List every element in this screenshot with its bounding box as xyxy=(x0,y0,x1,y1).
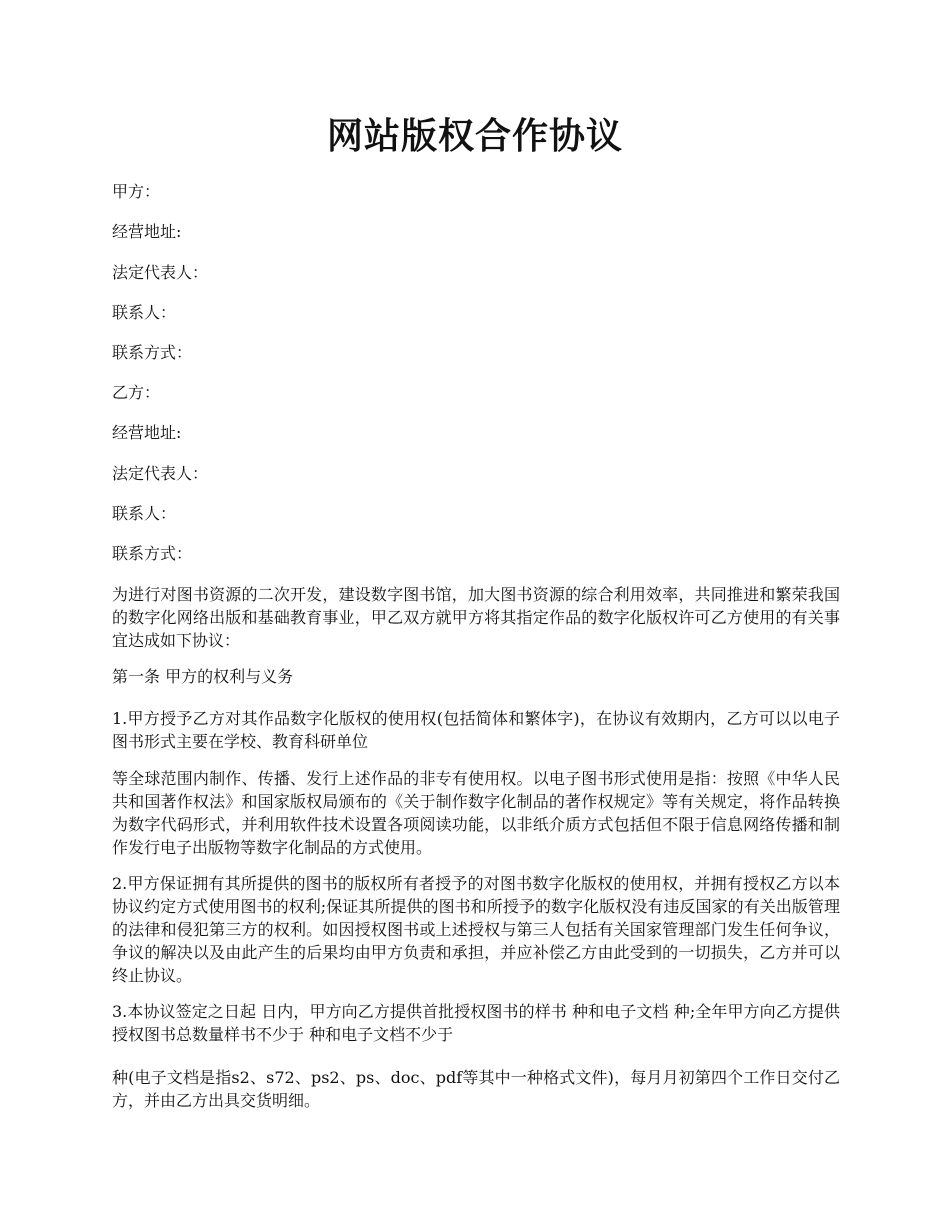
clause-1-paragraph-part-2: 等全球范围内制作、传播、发行上述作品的非专有使用权。以电子图书形式使用是指：按照《中华人民共和国著作权法》和国家版权局颁布的《关于制作数字化制品的著作权规定》等有关规定，将作品转换为数字代码形式，并利用软件技术设置各项阅读功能，以非纸介质方式包括但不限于信息网络传播和制作发行电子出版物等数字化制品的方式使用。 xyxy=(112,769,840,857)
party-a-name-label: 甲方： xyxy=(112,182,161,201)
document-title: 网站版权合作协议 xyxy=(326,115,623,157)
party-a-address-label: 经营地址: xyxy=(112,222,182,241)
clause-3-paragraph-part-1: 3.本协议签定之日起 日内，甲方向乙方提供首批授权图书的样书 种和电子文档 种;全年甲方向乙方提供授权图书总数量样书不少于 种和电子文档不少于 xyxy=(112,1002,840,1044)
party-b-contact-person-label: 联系人： xyxy=(112,504,177,523)
party-a-contact-person-label: 联系人： xyxy=(112,303,177,322)
party-a-contact-method-label: 联系方式： xyxy=(112,343,193,362)
clause-3-paragraph-part-2: 种(电子文档是指s2、s72、ps2、ps、doc、pdf等其中一种格式文件)，每月月初第四个工作日交付乙方，并由乙方出具交货明细。 xyxy=(112,1068,840,1110)
party-a-legal-rep-label: 法定代表人： xyxy=(112,263,209,282)
clause-2-paragraph: 2.甲方保证拥有其所提供的图书的版权所有者授予的对图书数字化版权的使用权，并拥有授权乙方以本协议约定方式使用图书的权利;保证其所提供的图书和所授予的数字化版权没有违反国家的有关出版管理的法律和侵犯第三方的权利。如因授权图书或上述授权与第三人包括有关国家管理部门发生任何争议，争议的解决以及由此产生的后果均由甲方负责和承担，并应补偿乙方由此受到的一切损失，乙方并可以终止协议。 xyxy=(112,874,840,985)
party-b-address-label: 经营地址: xyxy=(112,423,182,442)
party-b-name-label: 乙方： xyxy=(112,383,161,402)
preamble-paragraph: 为进行对图书资源的二次开发，建设数字图书馆，加大图书资源的综合利用效率，共同推进和繁荣我国的数字化网络出版和基础教育事业，甲乙双方就甲方将其指定作品的数字化版权许可乙方使用的有关事宜达成如下协议： xyxy=(112,585,840,650)
article-1-heading: 第一条 甲方的权利与义务 xyxy=(112,667,294,686)
party-b-legal-rep-label: 法定代表人： xyxy=(112,464,209,483)
clause-1-paragraph-part-1: 1.甲方授予乙方对其作品数字化版权的使用权(包括简体和繁体字)，在协议有效期内，乙方可以以电子图书形式主要在学校、教育科研单位 xyxy=(112,709,840,751)
party-b-contact-method-label: 联系方式： xyxy=(112,544,193,563)
